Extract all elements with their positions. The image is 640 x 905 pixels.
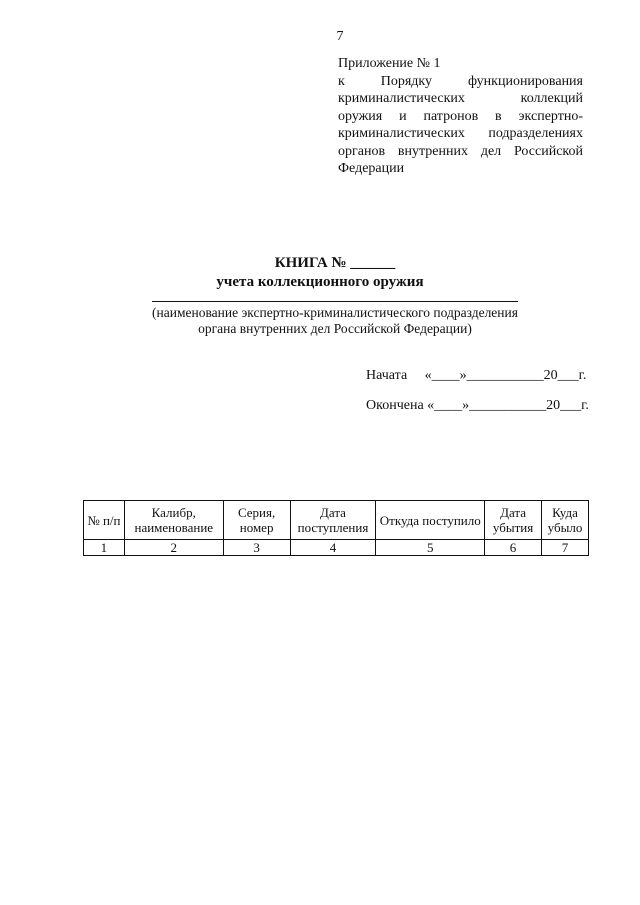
appendix-line: к Порядку функционирования: [338, 73, 583, 89]
column-number: 2: [124, 540, 223, 556]
name-caption-line: органа внутренних дел Российской Федерации): [198, 321, 472, 336]
column-number: 6: [485, 540, 542, 556]
name-blank-line: [152, 301, 518, 302]
table-header-row: [84, 501, 589, 540]
column-number: 4: [290, 540, 376, 556]
column-header: Откуда поступило: [376, 501, 485, 540]
book-title: КНИГА № ______: [274, 255, 396, 271]
ended-date: Окончена «____»___________20___г.: [366, 398, 589, 413]
appendix-header: [338, 55, 583, 178]
appendix-line: оружия и патронов в экспертно-: [338, 108, 583, 124]
appendix-line: Федерации: [338, 161, 405, 176]
column-header: № п/п: [84, 501, 125, 540]
column-header: Серия, номер: [223, 501, 290, 540]
column-header: Калибр, наименование: [124, 501, 223, 540]
column-number-row: [84, 540, 589, 556]
registry-table: [83, 500, 589, 556]
column-number: 5: [376, 540, 485, 556]
column-header: Дата убытия: [485, 501, 542, 540]
name-caption-line: (наименование экспертно-криминалистического подразделения: [152, 305, 518, 320]
column-header: Куда убыло: [542, 501, 589, 540]
column-number: 7: [542, 540, 589, 556]
page-number: 7: [336, 29, 344, 44]
book-subtitle: учета коллекционного оружия: [216, 274, 424, 290]
started-date: Начата «____»___________20___г.: [366, 368, 587, 383]
column-number: 3: [223, 540, 290, 556]
column-header: Дата поступления: [290, 501, 376, 540]
appendix-line: Приложение № 1: [338, 56, 441, 71]
name-caption: [140, 305, 530, 337]
appendix-line: криминалистических коллекций: [338, 91, 583, 106]
column-number: 1: [84, 540, 125, 556]
appendix-line: криминалистических подразделениях: [338, 126, 583, 141]
appendix-line: органов внутренних дел Российской: [338, 143, 583, 159]
